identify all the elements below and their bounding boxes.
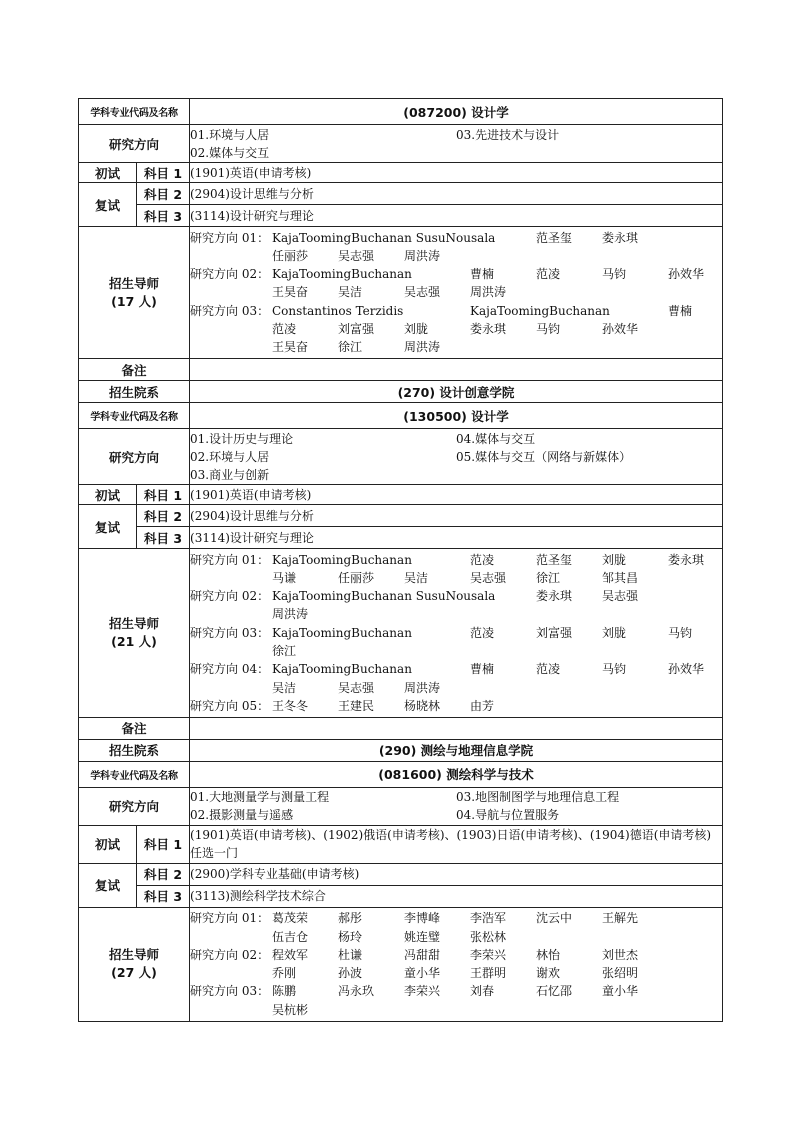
advisor-name: KajaToomingBuchanan SusuNousala — [272, 589, 496, 604]
advisor-direction-prefix — [190, 642, 272, 660]
prelim-label: 初试 — [79, 485, 137, 505]
subject2-label: 科目 2 — [137, 183, 190, 205]
advisor-name: 周洪涛 — [404, 340, 441, 355]
advisor-name: 曹楠 — [470, 267, 495, 282]
advisor-direction-prefix: 研究方向 03： — [190, 303, 270, 318]
major-code-value: (130500) 设计学 — [190, 403, 723, 429]
direction-item: 01.环境与人居 — [190, 127, 270, 142]
advisor-direction-prefix: 研究方向 05： — [190, 698, 270, 713]
retest-subject2-value: (2900)学科专业基础(申请考核) — [190, 863, 723, 885]
major-code-value: (081600) 测绘科学与技术 — [190, 761, 723, 787]
advisor-line — [190, 909, 722, 927]
advisors-count: (21 人) — [111, 633, 157, 649]
notes-value — [190, 359, 723, 381]
advisor-direction-prefix: 研究方向 04： — [190, 662, 270, 677]
advisor-name: 李荣兴 — [404, 984, 441, 999]
advisor-direction-prefix — [190, 283, 272, 301]
major-section-table — [78, 98, 723, 381]
advisor-direction-prefix — [190, 247, 272, 265]
advisor-name: 孙效华 — [602, 321, 639, 336]
advisor-name: 刘胧 — [404, 321, 429, 336]
subject3-label: 科目 3 — [137, 527, 190, 549]
subject3-label: 科目 3 — [137, 885, 190, 907]
advisor-name: 马谦 — [272, 570, 297, 585]
advisor-name: 王昊奋 — [272, 285, 309, 300]
advisor-name: 冯甜甜 — [404, 947, 441, 962]
advisor-name: 林怡 — [536, 947, 561, 962]
advisor-direction-prefix: 研究方向 03： — [190, 984, 270, 999]
direction-item: 04.媒体与交互 — [456, 431, 536, 446]
advisor-name: 范凌 — [470, 625, 495, 640]
direction-row — [190, 788, 722, 806]
department-label: 招生院系 — [79, 381, 190, 403]
direction-item: 03.地图制图学与地理信息工程 — [456, 790, 620, 805]
advisor-name: 马钧 — [536, 321, 561, 336]
advisor-name: 邹其昌 — [602, 570, 639, 585]
advisor-name: 陈鹏 — [272, 984, 297, 999]
advisor-name: KajaToomingBuchanan — [272, 625, 412, 640]
subject2-label: 科目 2 — [137, 505, 190, 527]
advisor-line — [190, 569, 722, 587]
prelim-subject1-value: (1901)英语(申请考核)、(1902)俄语(申请考核)、(1903)日语(申请考核)、(1904)德语(申请考核)任选一门 — [190, 825, 723, 863]
advisor-name: KajaToomingBuchanan — [272, 552, 412, 567]
advisor-line — [190, 697, 722, 715]
advisor-direction-prefix — [190, 679, 272, 697]
advisor-line — [190, 229, 722, 247]
advisor-line — [190, 551, 722, 569]
advisor-name: 任丽莎 — [338, 570, 375, 585]
advisor-name: 吴志强 — [338, 680, 375, 695]
advisors-label — [79, 549, 190, 718]
advisor-name: 李浩军 — [470, 911, 507, 926]
advisor-name: 王昊奋 — [272, 340, 309, 355]
advisor-name: 刘富强 — [536, 625, 573, 640]
research-directions — [190, 429, 723, 485]
direction-item: 03.先进技术与设计 — [456, 127, 560, 142]
direction-row — [190, 448, 722, 466]
research-direction-label: 研究方向 — [79, 429, 190, 485]
advisor-name: 刘春 — [470, 984, 495, 999]
advisor-line — [190, 302, 722, 320]
advisor-name: 李博峰 — [404, 911, 441, 926]
advisor-name: 沈云中 — [536, 911, 573, 926]
advisor-line — [190, 247, 722, 265]
advisor-name: 由芳 — [470, 698, 495, 713]
direction-item: 04.导航与位置服务 — [456, 808, 560, 823]
advisor-name: 曹楠 — [668, 303, 693, 318]
advisor-name: 乔刚 — [272, 966, 297, 981]
advisor-name: 马钧 — [668, 625, 693, 640]
advisor-direction-prefix: 研究方向 01： — [190, 552, 270, 567]
direction-row — [190, 466, 722, 484]
direction-item: 02.摄影测量与遥感 — [190, 808, 294, 823]
research-direction-label: 研究方向 — [79, 787, 190, 825]
advisor-name: 葛茂荣 — [272, 911, 309, 926]
advisor-line — [190, 642, 722, 660]
retest-subject2-value: (2904)设计思维与分析 — [190, 505, 723, 527]
advisor-name: 马钧 — [602, 662, 627, 677]
advisor-name: 吴杭彬 — [272, 1002, 309, 1017]
advisor-line — [190, 338, 722, 356]
advisor-name: 娄永琪 — [470, 321, 507, 336]
direction-item: 02.环境与人居 — [190, 449, 270, 464]
advisor-direction-prefix — [190, 605, 272, 623]
prelim-subject1-value: (1901)英语(申请考核) — [190, 163, 723, 183]
advisor-name: 周洪涛 — [404, 680, 441, 695]
advisor-name: 刘胧 — [602, 552, 627, 567]
advisor-name: 范凌 — [470, 552, 495, 567]
retest-subject3-value: (3114)设计研究与理论 — [190, 205, 723, 227]
advisor-name: 曹楠 — [470, 662, 495, 677]
retest-label: 复试 — [79, 863, 137, 907]
advisor-name: 姚连璧 — [404, 929, 441, 944]
advisor-name: 刘世杰 — [602, 947, 639, 962]
advisor-name: 杨玲 — [338, 929, 363, 944]
advisor-name: 刘富强 — [338, 321, 375, 336]
advisors-list — [190, 227, 723, 359]
subject1-label: 科目 1 — [137, 163, 190, 183]
direction-row — [190, 430, 722, 448]
advisor-name: 马钧 — [602, 267, 627, 282]
advisor-name: 周洪涛 — [470, 285, 507, 300]
advisor-name: 谢欢 — [536, 966, 561, 981]
advisor-direction-prefix — [190, 569, 272, 587]
major-section-table — [78, 739, 723, 1022]
advisor-name: 刘胧 — [602, 625, 627, 640]
advisor-name: 吴志强 — [470, 570, 507, 585]
advisor-name: 童小华 — [404, 966, 441, 981]
direction-row — [190, 806, 722, 824]
advisor-name: Constantinos Terzidis — [272, 303, 404, 318]
advisor-name: 范圣玺 — [536, 552, 573, 567]
major-code-value: (087200) 设计学 — [190, 99, 723, 125]
advisor-name: 范凌 — [536, 662, 561, 677]
research-directions — [190, 125, 723, 163]
advisor-line — [190, 624, 722, 642]
notes-label: 备注 — [79, 359, 190, 381]
advisor-line — [190, 964, 722, 982]
retest-subject2-value: (2904)设计思维与分析 — [190, 183, 723, 205]
department-value: (290) 测绘与地理信息学院 — [190, 739, 723, 761]
advisor-direction-prefix: 研究方向 01： — [190, 911, 270, 926]
retest-label: 复试 — [79, 505, 137, 549]
advisor-line — [190, 1001, 722, 1019]
advisor-name: 童小华 — [602, 984, 639, 999]
retest-subject3-value: (3114)设计研究与理论 — [190, 527, 723, 549]
notes-value — [190, 717, 723, 739]
advisor-direction-prefix: 研究方向 02： — [190, 589, 270, 604]
advisor-line — [190, 928, 722, 946]
advisor-name: 徐江 — [536, 570, 561, 585]
advisor-name: 张松林 — [470, 929, 507, 944]
department-value: (270) 设计创意学院 — [190, 381, 723, 403]
advisor-name: KajaToomingBuchanan — [272, 662, 412, 677]
advisor-line — [190, 265, 722, 283]
advisor-direction-prefix: 研究方向 02： — [190, 947, 270, 962]
advisor-line — [190, 283, 722, 301]
direction-item: 02.媒体与交互 — [190, 145, 270, 160]
advisor-direction-prefix: 研究方向 02： — [190, 267, 270, 282]
advisor-direction-prefix — [190, 928, 272, 946]
advisors-count: (17 人) — [111, 293, 157, 309]
advisor-name: 任丽莎 — [272, 248, 309, 263]
advisor-line — [190, 605, 722, 623]
direction-row — [190, 144, 722, 162]
research-directions — [190, 787, 723, 825]
advisor-name: 范圣玺 — [536, 230, 573, 245]
advisor-line — [190, 679, 722, 697]
advisor-direction-prefix — [190, 320, 272, 338]
direction-item: 05.媒体与交互（网络与新媒体） — [456, 449, 632, 464]
advisors-label — [79, 227, 190, 359]
retest-label: 复试 — [79, 183, 137, 227]
advisor-name: 娄永琪 — [668, 552, 705, 567]
subject2-label: 科目 2 — [137, 863, 190, 885]
notes-label: 备注 — [79, 717, 190, 739]
direction-item — [456, 144, 722, 162]
advisor-direction-prefix — [190, 338, 272, 356]
admissions-document — [78, 98, 723, 1022]
research-direction-label: 研究方向 — [79, 125, 190, 163]
advisor-name: 吴洁 — [272, 680, 297, 695]
advisors-label — [79, 907, 190, 1021]
advisor-name: 吴洁 — [338, 285, 363, 300]
advisor-name: 孙效华 — [668, 662, 705, 677]
advisor-name: 范凌 — [272, 321, 297, 336]
advisor-name: 吴洁 — [404, 570, 429, 585]
advisor-name: 杜谦 — [338, 947, 363, 962]
prelim-label: 初试 — [79, 163, 137, 183]
advisor-direction-prefix — [190, 964, 272, 982]
retest-subject3-value: (3113)测绘科学技术综合 — [190, 885, 723, 907]
advisor-name: 王冬冬 — [272, 698, 309, 713]
direction-item: 03.商业与创新 — [190, 467, 270, 482]
advisor-name: 周洪涛 — [404, 248, 441, 263]
advisor-name: 郝彤 — [338, 911, 363, 926]
advisor-line — [190, 946, 722, 964]
direction-item: 01.大地测量学与测量工程 — [190, 790, 330, 805]
subject3-label: 科目 3 — [137, 205, 190, 227]
major-section-table — [78, 380, 723, 740]
advisor-name: 杨晓林 — [404, 698, 441, 713]
advisor-direction-prefix — [190, 1001, 272, 1019]
advisor-name: 王解先 — [602, 911, 639, 926]
subject1-label: 科目 1 — [137, 485, 190, 505]
advisor-name: KajaToomingBuchanan — [470, 303, 610, 318]
major-code-label: 学科专业代码及名称 — [79, 761, 190, 787]
subject1-label: 科目 1 — [137, 825, 190, 863]
advisor-name: 王群明 — [470, 966, 507, 981]
advisors-list — [190, 549, 723, 718]
advisors-title: 招生导师 — [108, 275, 159, 291]
advisor-name: 徐江 — [338, 340, 363, 355]
advisor-name: 娄永琪 — [602, 230, 639, 245]
advisors-title: 招生导师 — [109, 615, 160, 631]
department-label: 招生院系 — [79, 739, 190, 761]
advisor-line — [190, 660, 722, 678]
direction-item — [456, 466, 722, 484]
prelim-subject1-value: (1901)英语(申请考核) — [190, 485, 723, 505]
advisor-line — [190, 982, 722, 1000]
major-code-label: 学科专业代码及名称 — [79, 99, 190, 125]
advisor-name: 周洪涛 — [272, 607, 309, 622]
advisor-name: KajaToomingBuchanan SusuNousala — [272, 230, 496, 245]
advisor-line — [190, 587, 722, 605]
advisor-name: 徐江 — [272, 644, 297, 659]
advisors-list — [190, 907, 723, 1021]
advisor-name: 程效军 — [272, 947, 309, 962]
advisor-name: KajaToomingBuchanan — [272, 267, 412, 282]
advisor-name: 吴志强 — [338, 248, 375, 263]
advisor-name: 娄永琪 — [536, 589, 573, 604]
advisors-count: (27 人) — [111, 965, 157, 981]
advisor-name: 范凌 — [536, 267, 561, 282]
advisor-name: 李荣兴 — [470, 947, 507, 962]
advisor-name: 吴志强 — [404, 285, 441, 300]
advisor-line — [190, 320, 722, 338]
advisor-name: 伍吉仓 — [272, 929, 309, 944]
advisor-direction-prefix: 研究方向 03： — [190, 625, 270, 640]
advisor-name: 冯永玖 — [338, 984, 375, 999]
advisor-direction-prefix: 研究方向 01： — [190, 230, 270, 245]
advisor-name: 孙效华 — [668, 267, 705, 282]
advisor-name: 张绍明 — [602, 966, 639, 981]
advisor-name: 吴志强 — [602, 589, 639, 604]
advisors-title: 招生导师 — [109, 947, 160, 963]
direction-item: 01.设计历史与理论 — [190, 431, 294, 446]
advisor-name: 孙波 — [338, 966, 363, 981]
prelim-label: 初试 — [79, 825, 137, 863]
advisor-name: 王建民 — [338, 698, 375, 713]
major-code-label: 学科专业代码及名称 — [79, 403, 190, 429]
advisor-name: 石忆邵 — [536, 984, 573, 999]
direction-row — [190, 126, 722, 144]
